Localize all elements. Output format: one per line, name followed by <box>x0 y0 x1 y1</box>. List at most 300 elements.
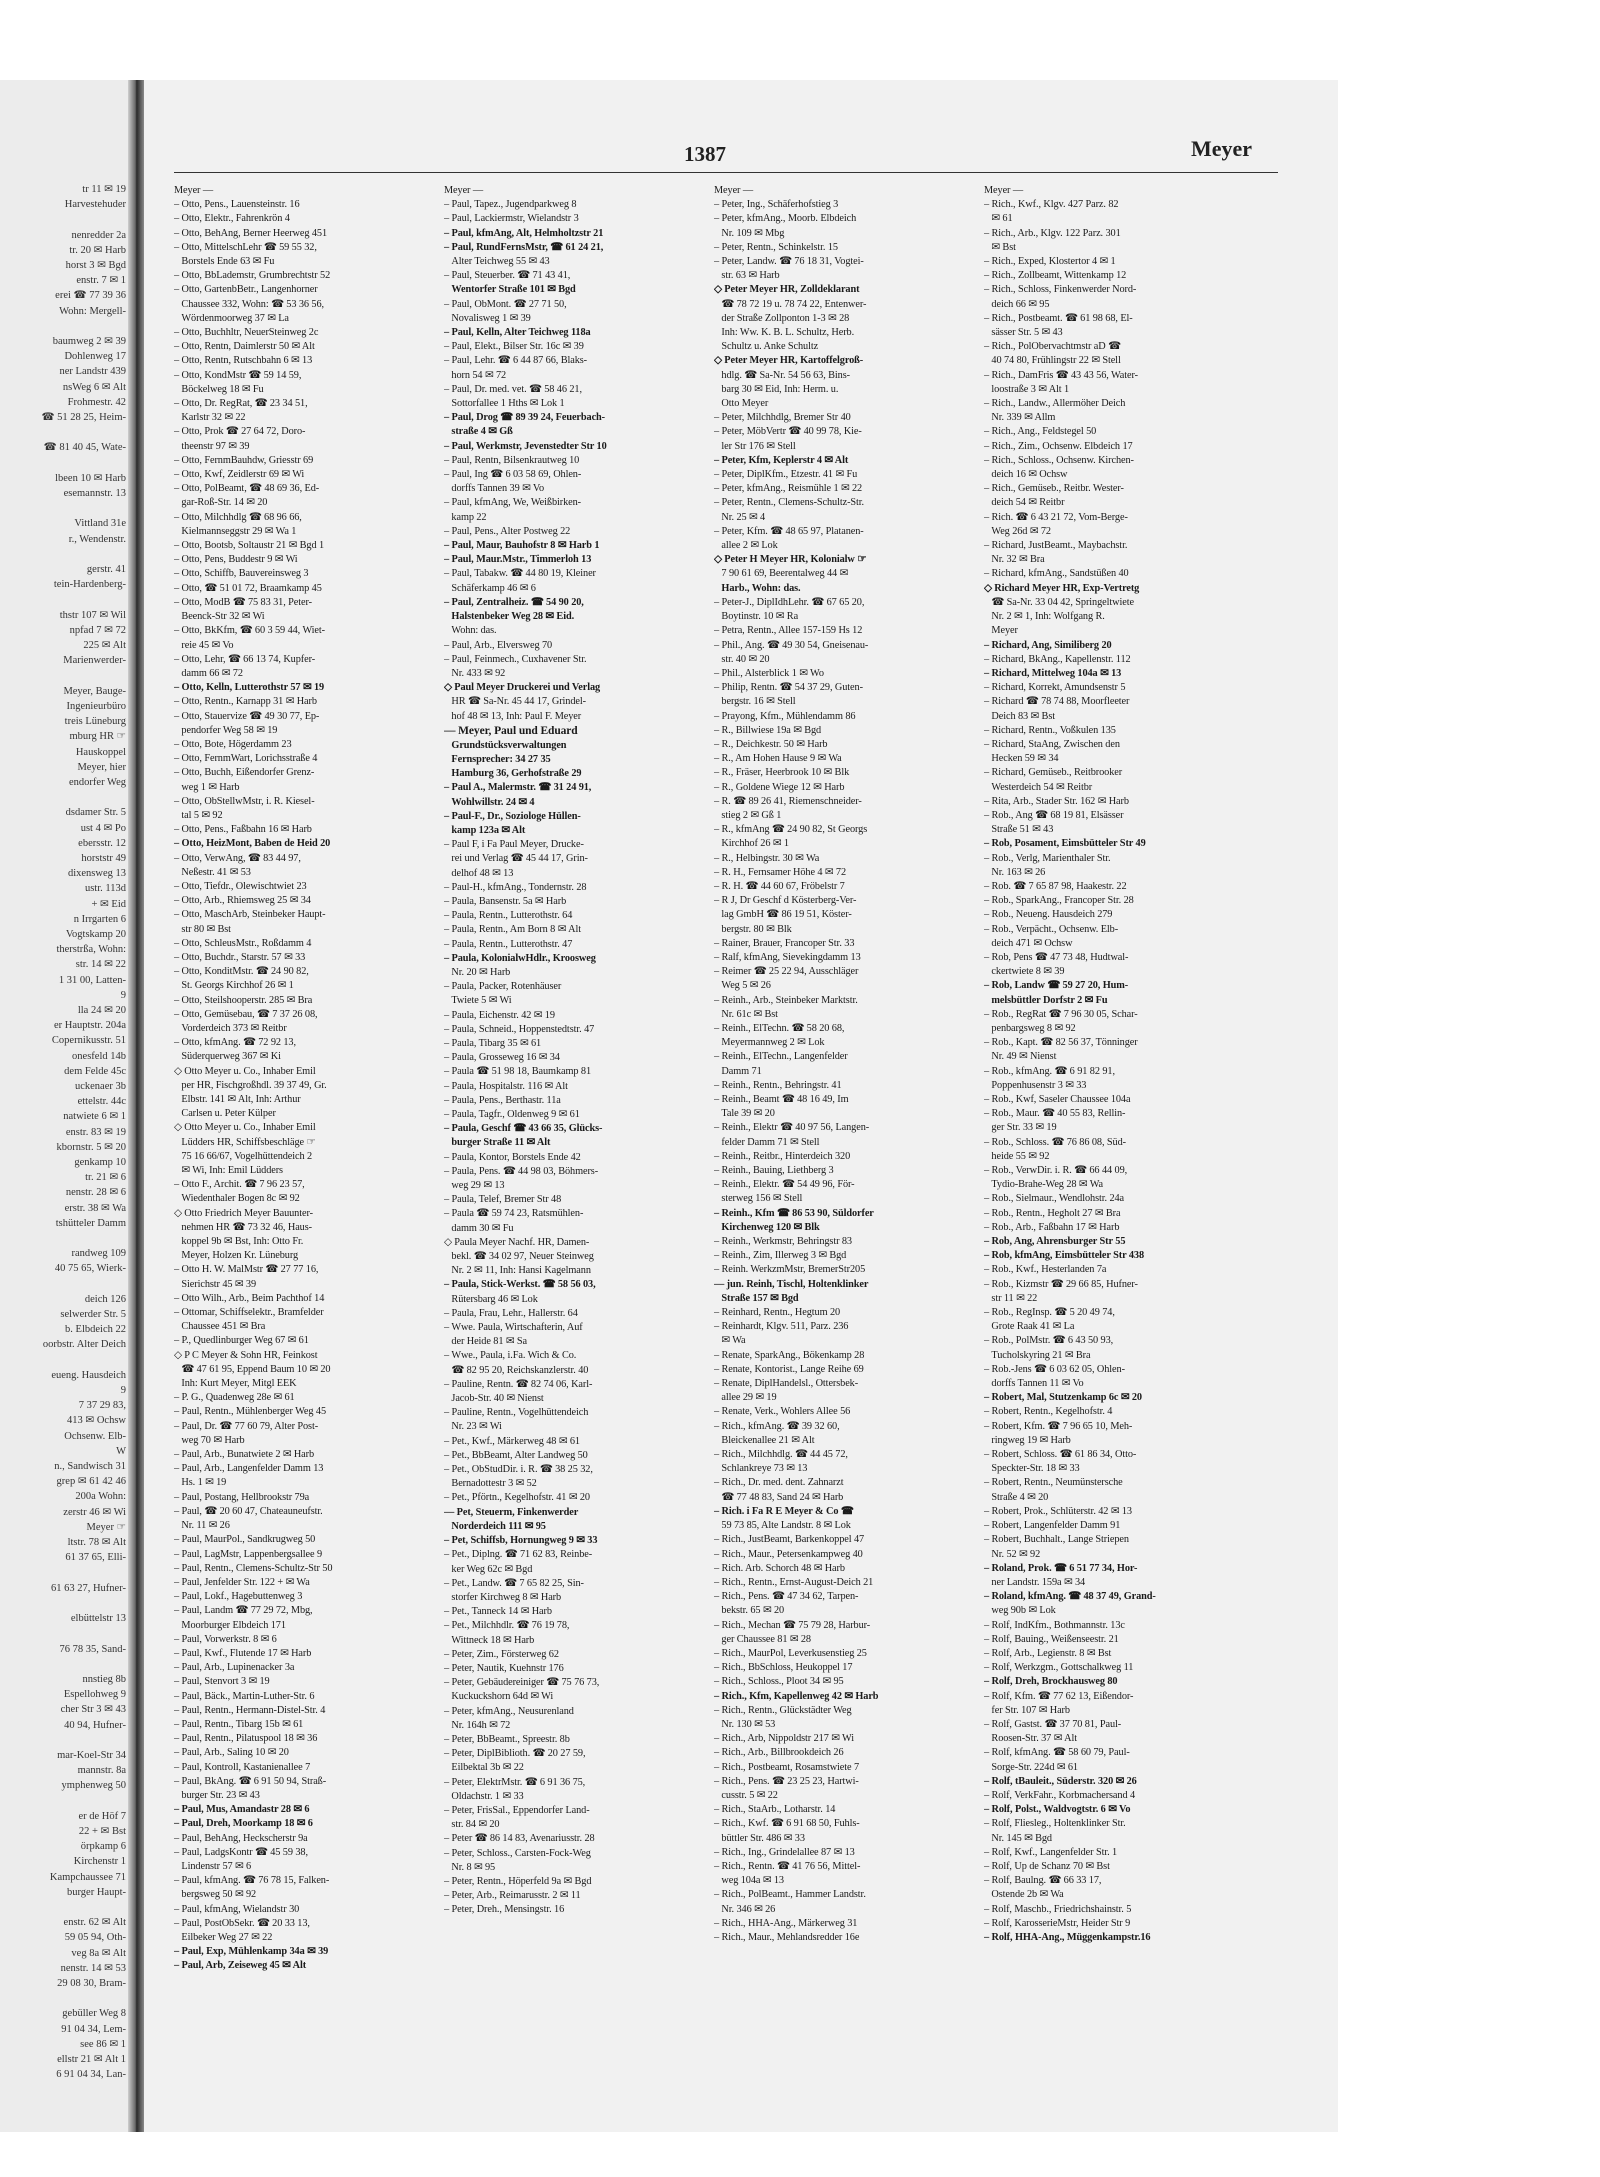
directory-entry-line: – Otto, KondMstr ☎ 59 14 59, <box>174 369 302 381</box>
directory-entry-line: ker Weg 62c ✉ Bgd <box>444 1563 533 1575</box>
directory-entry-line: penbargsweg 8 ✉ 92 <box>984 1022 1076 1034</box>
directory-entry-line: – Paul, Feinmech., Cuxhavener Str. <box>444 653 587 665</box>
directory-entry-line: – Paul, Arb., Langenfelder Damm 13 <box>174 1463 324 1475</box>
left-fragment-line: lbeen 10 ✉ Harb <box>55 472 126 484</box>
directory-entry-line: – Paula, Rentn., Am Born 8 ✉ Alt <box>444 924 581 936</box>
directory-entry-line: – Rolf, Fliesleg., Holtenklinker Str. <box>984 1818 1126 1830</box>
directory-entry-line: weg 90b ✉ Lok <box>984 1605 1056 1617</box>
directory-entry-line: Speckter-Str. 18 ✉ 33 <box>984 1463 1080 1475</box>
directory-entry-line: – Paul, Landm ☎ 77 29 72, Mbg, <box>174 1605 313 1617</box>
directory-entry-line: Roosen-Str. 37 ✉ Alt <box>984 1733 1078 1745</box>
directory-entry-line: weg 29 ✉ 13 <box>444 1180 505 1192</box>
directory-entry-line: – Robert, Schloss. ☎ 61 86 34, Otto- <box>984 1449 1137 1461</box>
directory-entry-line: – R., Fräser, Heerbrook 10 ✉ Blk <box>714 767 850 779</box>
directory-entry-line: – Rich., Kfm, Kapellenweg 42 ✉ Harb <box>714 1690 879 1702</box>
directory-entry-line: Nr. 61c ✉ Bst <box>714 1008 778 1020</box>
directory-entry-line: – Paul, Mus, Amandastr 28 ✉ 6 <box>174 1804 310 1816</box>
left-fragment-line: thstr 107 ✉ Wil <box>59 609 126 621</box>
directory-entry-line: lag GmbH ☎ 86 19 51, Köster- <box>714 909 852 921</box>
directory-entry-line: – Rob, Posament, Eimsbütteler Str 49 <box>984 838 1146 850</box>
directory-entry-line: – Ralf, kfmAng, Sievekingdamm 13 <box>714 951 861 963</box>
directory-entry-line: – Rob., Kwf., Hesterlanden 7a <box>984 1264 1107 1276</box>
directory-entry-line: – Paula, Tibarg 35 ✉ 61 <box>444 1037 542 1049</box>
directory-entry-line: – Rich., Gemüseb., Reitbr. Wester- <box>984 483 1124 495</box>
directory-entry-line: Halstenbeker Weg 28 ✉ Eid. <box>444 611 575 623</box>
directory-entry-line: – Peter, Ing., Schäferhofstieg 3 <box>714 199 839 211</box>
directory-entry-line: – Rich., Arb., Billbrookdeich 26 <box>714 1747 844 1759</box>
left-fragment-line <box>0 1657 130 1672</box>
directory-entry-line: Vorderdeich 373 ✉ Reitbr <box>174 1022 287 1034</box>
left-fragment-line: Meyer, hier <box>77 761 126 773</box>
directory-entry-line: per HR, Fischgroßhdl. 39 37 49, Gr. <box>174 1079 327 1091</box>
directory-entry-line: ◇ Peter H Meyer HR, Kolonialw ☞ <box>714 554 867 566</box>
directory-entry-line: – Rob, Ang, Ahrensburger Str 55 <box>984 1236 1126 1248</box>
directory-entry-line: – Otto, Elektr., Fahrenkrön 4 <box>174 213 290 225</box>
directory-entry-line: Bleickenallee 21 ✉ Alt <box>714 1434 815 1446</box>
directory-entry-line: – Richard, kfmAng., Sandstüßen 40 <box>984 568 1129 580</box>
directory-entry-line: – Paul-F., Dr., Soziologe Hüllen- <box>444 810 581 822</box>
directory-entry-line: – Paul, Rentn., Mühlenberger Weg 45 <box>174 1406 327 1418</box>
left-fragment-line: b. Elbdeich 22 <box>65 1324 126 1336</box>
left-fragment-line <box>0 1794 130 1809</box>
directory-entry-line: Nr. 164h ✉ 72 <box>444 1719 511 1731</box>
directory-entry-line: – Reinh., Zim, Illerweg 3 ✉ Bgd <box>714 1250 847 1262</box>
directory-entry-line: – Rich., Schloss, Finkenwerder Nord- <box>984 284 1137 296</box>
directory-entry-line: – Paula, Telef, Bremer Str 48 <box>444 1194 562 1206</box>
directory-entry-line: – Paul, Elekt., Bilser Str. 16c ✉ 39 <box>444 341 584 353</box>
directory-entry-line: – Rich. ☎ 6 43 21 72, Vom-Berge- <box>984 511 1128 523</box>
directory-entry-line: Tucholskyring 21 ✉ Bra <box>984 1349 1091 1361</box>
directory-entry-line: – Paul, LagMstr, Lappenbergsallee 9 <box>174 1548 323 1560</box>
directory-entry-line: – Reinh., Beamt ☎ 48 16 49, Im <box>714 1094 849 1105</box>
directory-entry-line: – Paula, KolonialwHdlr., Kroosweg <box>444 952 596 964</box>
directory-entry-line: – Richard, Mittelweg 104a ✉ 13 <box>984 667 1122 679</box>
directory-entry-line: ◇ Otto Meyer u. Co., Inhaber Emil <box>174 1065 316 1077</box>
directory-entry-line: – Otto, Milchhdlg ☎ 68 96 66, <box>174 511 302 523</box>
left-fragment-line: ebersstr. 12 <box>78 837 126 849</box>
left-page-text <box>0 182 130 2082</box>
left-fragment-line <box>0 1565 130 1580</box>
directory-entry-line: sässer Str. 5 ✉ 43 <box>984 327 1063 339</box>
directory-entry-line: – Peter, DiplKfm., Etzestr. 41 ✉ Fu <box>714 469 858 481</box>
directory-entry-line: – Peter, Rentn., Höperfeld 9a ✉ Bgd <box>444 1875 592 1887</box>
directory-entry-line: – R., kfmAng ☎ 24 90 82, St Georgs <box>714 824 868 836</box>
directory-entry-line: Nr. 23 ✉ Wi <box>444 1421 502 1433</box>
directory-entry-line: hdlg. ☎ Sa-Nr. 54 56 63, Bins- <box>714 369 850 381</box>
directory-entry-line: – Paula, Pens., Berthastr. 11a <box>444 1094 561 1106</box>
directory-entry-line: – Robert, Prok., Schlüterstr. 42 ✉ 13 <box>984 1505 1132 1517</box>
directory-entry-line: – Rob., Neueng. Hausdeich 279 <box>984 909 1113 921</box>
directory-entry-line: – Rob. ☎ 7 65 87 98, Haakestr. 22 <box>984 880 1127 892</box>
column-continued-head: Meyer — <box>444 185 484 196</box>
directory-entry-line: – Otto, Rentn., Karnapp 31 ✉ Harb <box>174 696 317 708</box>
directory-entry-line: Weg 26d ✉ 72 <box>984 525 1051 537</box>
directory-entry-line: – Robert, Kfm. ☎ 7 96 65 10, Meh- <box>984 1420 1133 1432</box>
directory-entry-line: – Otto, Kwf, Zeidlerstr 69 ✉ Wi <box>174 469 305 481</box>
directory-entry-line: – Rolf, HHA-Ang., Müggenkampstr.16 <box>984 1931 1151 1943</box>
directory-entry-line: Süderquerweg 367 ✉ Ki <box>174 1051 281 1063</box>
directory-entry-line: – Rich., Kwf. ☎ 6 91 68 50, Fuhls- <box>714 1818 860 1830</box>
directory-entry-line: — Pet, Steuerm, Finkenwerder <box>444 1506 579 1518</box>
directory-entry-line: dorffs Tannen 11 ✉ Vo <box>984 1378 1084 1390</box>
directory-entry-line: Borstels Ende 63 ✉ Fu <box>174 256 275 268</box>
directory-entry-line: fer Str. 107 ✉ Harb <box>984 1704 1070 1716</box>
directory-entry-line: – Paul, Rentn, Bilsenkrautweg 10 <box>444 454 580 466</box>
directory-entry-line: melsbüttler Dorfstr 2 ✉ Fu <box>984 994 1108 1006</box>
directory-entry-line: – Paula ☎ 59 74 23, Ratsmühlen- <box>444 1208 584 1220</box>
directory-entry-line: straße 4 ✉ Gß <box>444 426 513 438</box>
directory-entry-line: – Richard ☎ 78 74 88, Moorfleeter <box>984 696 1130 708</box>
directory-entry-line: Hs. 1 ✉ 19 <box>174 1477 227 1489</box>
directory-entry-line: – Phil., Alsterblick 1 ✉ Wo <box>714 667 824 679</box>
left-fragment-line: Meyer ☞ <box>86 1521 126 1533</box>
left-fragment-line <box>0 1626 130 1641</box>
directory-entry-line: – Peter, Milchhdlg, Bremer Str 40 <box>714 412 851 424</box>
directory-entry-line: – Phil., Ang. ☎ 49 30 54, Gneisenau- <box>714 639 869 651</box>
directory-entry-line: Meyermannweg 2 ✉ Lok <box>714 1037 825 1049</box>
directory-entry-line: – R J, Dr Geschf d Kösterberg-Ver- <box>714 895 857 907</box>
directory-entry-line: – Rob., RegInsp. ☎ 5 20 49 74, <box>984 1307 1115 1319</box>
left-fragment-line: tr. 21 ✉ 6 <box>85 1172 126 1184</box>
directory-entry-line: – Paula, Hospitalstr. 116 ✉ Alt <box>444 1080 568 1092</box>
directory-entry-line: – Rob., Kwf, Saseler Chaussee 104a <box>984 1094 1131 1105</box>
directory-entry-line: – Peter, Arb., Reimarusstr. 2 ✉ 11 <box>444 1890 581 1902</box>
directory-entry-line: nehmen HR ☎ 73 32 46, Haus- <box>174 1221 312 1233</box>
directory-entry-line: Damm 71 <box>714 1065 762 1077</box>
directory-entry-line: Lüdders HR, Schiffsbeschläge ☞ <box>174 1136 316 1148</box>
directory-entry-line: heide 55 ✉ 92 <box>984 1150 1050 1162</box>
left-fragment-line <box>0 1231 130 1246</box>
left-fragment-line: randweg 109 <box>71 1248 126 1260</box>
directory-entry-line: – Rich., Zollbeamt, Wittenkamp 12 <box>984 270 1127 282</box>
directory-entry-line: Nr. 8 ✉ 95 <box>444 1861 496 1873</box>
directory-entry-line: – Reinh., ElTechn., Langenfelder <box>714 1051 848 1063</box>
directory-entry-line: – Paul, Exp, Mühlenkamp 34a ✉ 39 <box>174 1946 329 1958</box>
directory-entry-line: – Paul, Jenfelder Str. 122 + ✉ Wa <box>174 1576 310 1588</box>
directory-entry-line: – Rainer, Brauer, Francoper Str. 33 <box>714 937 855 949</box>
left-fragment-line: gebüller Weg 8 <box>62 2008 126 2020</box>
directory-entry-line: kamp 22 <box>444 511 487 523</box>
directory-entry-line: – Pet., Kwf., Märkerweg 48 ✉ 61 <box>444 1435 580 1447</box>
directory-entry-line: – Paul, Dreh, Moorkamp 18 ✉ 6 <box>174 1818 313 1830</box>
left-fragment-line: uckenaer 3b <box>74 1080 126 1092</box>
directory-entry-line: — jun. Reinh, Tischl, Holtenklinker <box>714 1278 869 1290</box>
left-fragment-line: kbornstr. 5 ✉ 20 <box>56 1141 126 1153</box>
directory-entry-line: – Rich., HHA-Ang., Märkerweg 31 <box>714 1917 858 1929</box>
directory-entry-line: – Paul, Zentralheiz. ☎ 54 90 20, <box>444 596 584 608</box>
left-fragment-line: Hauskoppel <box>75 746 126 758</box>
directory-entry-line: – Paul, Arb., Saling 10 ✉ 20 <box>174 1747 289 1759</box>
directory-entry-line: – Richard, JustBeamt., Maybachstr. <box>984 540 1128 552</box>
directory-entry-line: – Otto, Kelln, Lutterothstr 57 ✉ 19 <box>174 682 325 694</box>
directory-entry-line: weg 104a ✉ 13 <box>714 1875 784 1887</box>
directory-entry-line: ✉ Wa <box>714 1335 746 1347</box>
directory-entry-line: ☎ 47 61 95, Eppend Baum 10 ✉ 20 <box>174 1363 331 1375</box>
directory-entry-line: Nr. 346 ✉ 26 <box>714 1903 776 1915</box>
left-fragment-line: grep ✉ 61 42 46 <box>56 1476 126 1488</box>
directory-entry-line: – Rolf, Maschb., Friedrichshainstr. 5 <box>984 1903 1132 1915</box>
left-fragment-line: ettelstr. 44c <box>77 1096 126 1108</box>
directory-entry-line: – Rich., StaArb., Lotharstr. 14 <box>714 1804 836 1816</box>
book-spine <box>128 80 144 2132</box>
directory-entry-line: – Paul, Tabakw. ☎ 44 80 19, Kleiner <box>444 568 596 580</box>
directory-entry-line: Schultz u. Anke Schultz <box>714 341 819 353</box>
directory-entry-line: – Otto, PolBeamt, ☎ 48 69 36, Ed- <box>174 483 320 495</box>
directory-entry-line: – Paula, Frau, Lehr., Hallerstr. 64 <box>444 1307 578 1319</box>
left-fragment-line: Dohlenweg 17 <box>64 351 126 363</box>
directory-entry-line: – Rob., Schloss. ☎ 76 86 08, Süd- <box>984 1136 1126 1148</box>
left-fragment-line: 1 31 00, Latten- <box>58 974 126 986</box>
directory-entry-line: – Rich., kfmAng. ☎ 39 32 60, <box>714 1420 840 1432</box>
directory-entry-line: – Rob., Sielmaur., Wendlohstr. 24a <box>984 1193 1125 1205</box>
directory-entry-line: Nr. 20 ✉ Harb <box>444 966 511 978</box>
left-fragment-line <box>0 1733 130 1748</box>
left-fragment-line: Vogtskamp 20 <box>65 928 126 940</box>
directory-entry-line: 7 90 61 69, Beerentalweg 44 ✉ <box>714 568 849 580</box>
directory-entry-line: deich 66 ✉ 95 <box>984 298 1050 310</box>
directory-entry-line: – Paul, kfmAng, Wielandstr 30 <box>174 1903 300 1915</box>
directory-entry-line: Nr. 339 ✉ Allm <box>984 412 1056 424</box>
entry-column-4 <box>984 184 1246 1945</box>
directory-entry-line: storfer Kirchweg 8 ✉ Harb <box>444 1591 562 1603</box>
directory-entry-line: str 11 ✉ 22 <box>984 1292 1038 1304</box>
directory-entry-line: – Paul F, i Fa Paul Meyer, Drucke- <box>444 839 584 851</box>
left-fragment-line: tshütteler Damm <box>55 1217 126 1229</box>
directory-entry-line: – Paul, Rentn., Pilatuspool 18 ✉ 36 <box>174 1733 318 1745</box>
left-fragment-line: ltstr. 78 ✉ Alt <box>67 1537 126 1549</box>
left-fragment-line: 61 37 65, Elli- <box>65 1552 126 1564</box>
directory-entry-line: – Petra, Rentn., Allee 157-159 Hs 12 <box>714 625 863 637</box>
left-fragment-line: elbüttelstr 13 <box>70 1613 126 1625</box>
directory-entry-line: – Otto, Stauervize ☎ 49 30 77, Ep- <box>174 710 320 722</box>
directory-entry-line: – Pauline, Rentn. ☎ 82 74 06, Karl- <box>444 1378 593 1390</box>
left-fragment-line: esemannstr. 13 <box>63 488 126 500</box>
directory-entry-line: Grundstücksverwaltungen <box>444 739 567 751</box>
directory-entry-line: Nr. 2 ✉ 1, Inh: Wolfgang R. <box>984 611 1105 623</box>
directory-entry-line: – Rich., MaurPol, Leverkusenstieg 25 <box>714 1647 867 1659</box>
directory-entry-line: Boytinstr. 10 ✉ Ra <box>714 611 799 623</box>
directory-entry-line: – P. G., Quadenweg 28e ✉ 61 <box>174 1392 295 1404</box>
directory-entry-line: der Heide 81 ✉ Sa <box>444 1336 527 1348</box>
directory-entry-line: – Reinh., Kfm ☎ 86 53 90, Süldorfer <box>714 1207 874 1219</box>
directory-entry-line: – Pet, Schiffsb, Hornungweg 9 ✉ 33 <box>444 1535 598 1547</box>
directory-entry-line: Wittneck 18 ✉ Harb <box>444 1634 535 1646</box>
left-fragment-line: erei ☎ 77 39 36 <box>55 290 126 302</box>
directory-entry-line: – Pauline, Rentn., Vogelhüttendeich <box>444 1407 589 1419</box>
directory-entry-line: – Reimer ☎ 25 22 94, Ausschläger <box>714 966 859 978</box>
left-fragment-line: 9 <box>120 1385 126 1397</box>
left-fragment-line: ner Landstr 439 <box>59 366 126 378</box>
directory-entry-line: – Rich., PolObervachtmstr aD ☎ <box>984 341 1121 353</box>
directory-entry-line: Lindenstr 57 ✉ 6 <box>174 1860 252 1872</box>
directory-entry-line: weg 70 ✉ Harb <box>174 1434 245 1446</box>
left-fragment-line: dsdamer Str. 5 <box>65 807 126 819</box>
directory-entry-line: Nr. 25 ✉ 4 <box>714 511 766 523</box>
directory-entry-line: – Reinhard, Rentn., Hegtum 20 <box>714 1307 841 1319</box>
directory-entry-line: – Otto, Bote, Högerdamm 23 <box>174 738 292 750</box>
directory-entry-line: – Paul, Dr. med. vet. ☎ 58 46 21, <box>444 383 582 395</box>
left-fragment-line: 200a Wohn: <box>75 1491 126 1503</box>
directory-entry-line: – Pet., BbBeamt, Alter Landweg 50 <box>444 1449 588 1461</box>
directory-entry-line: – Rob., kfmAng. ☎ 6 91 82 91, <box>984 1065 1115 1077</box>
directory-entry-line: – Rich. i Fa R E Meyer & Co ☎ <box>714 1505 854 1517</box>
left-fragment-line: ☎ 81 40 45, Wate- <box>43 442 126 454</box>
directory-entry-line: – Paul, Kontroll, Kastanienallee 7 <box>174 1761 311 1773</box>
directory-entry-line: – Peter, Nautik, Kuehnstr 176 <box>444 1662 564 1674</box>
directory-entry-line: – Otto H. W. MalMstr ☎ 27 77 16, <box>174 1264 319 1276</box>
directory-entry-line: – Rich., JustBeamt, Barkenkoppel 47 <box>714 1534 865 1546</box>
directory-entry-line: – Otto F., Archit. ☎ 7 96 23 57, <box>174 1179 305 1191</box>
directory-entry-line: – Paul, Bäck., Martin-Luther-Str. 6 <box>174 1690 315 1702</box>
directory-entry-line: – Rich., Ing., Grindelallee 87 ✉ 13 <box>714 1846 855 1858</box>
directory-entry-line: bergsweg 50 ✉ 92 <box>174 1889 257 1901</box>
directory-entry-line: – Otto, Lehr, ☎ 66 13 74, Kupfer- <box>174 653 316 665</box>
directory-entry-line: – Rob., Verlg, Marienthaler Str. <box>984 852 1111 864</box>
directory-entry-line: – Rich., Ang., Feldstegel 50 <box>984 426 1097 438</box>
directory-entry-line: – Rob., Arb., Faßbahn 17 ✉ Harb <box>984 1221 1120 1233</box>
directory-entry-line: – Otto, Gemüsebau, ☎ 7 37 26 08, <box>174 1008 318 1020</box>
directory-entry-line: – Reinh. WerkzmMstr, BremerStr205 <box>714 1264 866 1276</box>
directory-entry-line: – Rich., Maur., Mehlandsredder 16e <box>714 1931 860 1943</box>
directory-entry-line: – Rolf, Baulng. ☎ 66 33 17, <box>984 1875 1102 1887</box>
directory-entry-line: ger Str. 33 ✉ 19 <box>984 1122 1057 1134</box>
directory-entry-line: – Otto, Pens, Buddestr 9 ✉ Wi <box>174 554 298 566</box>
directory-entry-line: Nr. 49 ✉ Nienst <box>984 1051 1057 1063</box>
left-fragment-line: oorbstr. Alter Deich <box>42 1339 126 1351</box>
directory-entry-line: – Otto, BehAng, Berner Heerweg 451 <box>174 227 328 239</box>
directory-entry-line: – Rich., Schloss., Ochsenw. Kirchen- <box>984 454 1134 466</box>
directory-entry-line: Schäferkamp 46 ✉ 6 <box>444 582 536 594</box>
left-fragment-line: npfad 7 ✉ 72 <box>69 624 126 636</box>
directory-entry-line: damm 30 ✉ Fu <box>444 1222 514 1234</box>
directory-entry-line: – Rolf, kfmAng. ☎ 58 60 79, Paul- <box>984 1747 1130 1759</box>
directory-entry-line: ✉ Wi, Inh: Emil Lüdders <box>174 1165 283 1177</box>
directory-entry-line: ◇ Richard Meyer HR, Exp-Vertretg <box>984 582 1140 594</box>
directory-entry-line: – Rich., Schloss., Ploot 34 ✉ 95 <box>714 1676 844 1688</box>
directory-entry-line: – Paul, Vorwerkstr. 8 ✉ 6 <box>174 1633 277 1645</box>
left-fragment-line <box>0 592 130 607</box>
directory-entry-line: 75 16 66/67, Vogelhüttendeich 2 <box>174 1150 313 1162</box>
directory-entry-line: horn 54 ✉ 72 <box>444 369 507 381</box>
directory-entry-line: – Paul, kfmAng, We, Weißbirken- <box>444 497 581 509</box>
left-fragment-line: nenstr. 14 ✉ 53 <box>60 1962 126 1974</box>
directory-entry-line: – Otto, MaschArb, Steinbeker Haupt- <box>174 909 326 921</box>
directory-entry-line: – Otto, ☎ 51 01 72, Braamkamp 45 <box>174 582 322 594</box>
left-fragment-line: Meyer, Bauge- <box>63 685 126 697</box>
left-fragment-line: mburg HR ☞ <box>69 731 126 743</box>
directory-entry-line: – Otto, SchleusMstr., Roßdamm 4 <box>174 937 312 949</box>
directory-entry-line: Schlankreye 73 ✉ 13 <box>714 1463 808 1475</box>
directory-entry-line: Hamburg 36, Gerhofstraße 29 <box>444 768 582 780</box>
directory-entry-line: – Robert, Rentn., Kegelhofstr. 4 <box>984 1406 1113 1418</box>
left-fragment-line: tr. 20 ✉ Harb <box>69 244 126 256</box>
directory-entry-line: – Otto, Bootsb, Soltaustr 21 ✉ Bgd 1 <box>174 540 325 552</box>
directory-entry-line: Fernsprecher: 34 27 35 <box>444 753 551 765</box>
directory-entry-line: – Peter, DiplBiblioth. ☎ 20 27 59, <box>444 1748 586 1760</box>
directory-entry-line: – Pet., Diplng. ☎ 71 62 83, Reinbe- <box>444 1549 593 1561</box>
directory-entry-line: – Renate, SparkAng., Bökenkamp 28 <box>714 1349 865 1361</box>
directory-entry-line: Alter Teichweg 55 ✉ 43 <box>444 256 550 268</box>
directory-entry-line: barg 30 ✉ Eid, Inh: Herm. u. <box>714 383 839 395</box>
directory-entry-line: – Pet., Pförtn., Kegelhofstr. 41 ✉ 20 <box>444 1492 590 1504</box>
directory-entry-line: – Paul, Lehr. ☎ 6 44 87 66, Blaks- <box>444 355 587 367</box>
directory-entry-line: – Reinh., Elektr ☎ 40 97 56, Langen- <box>714 1122 870 1134</box>
directory-entry-line: tal 5 ✉ 92 <box>174 809 223 821</box>
directory-entry-line: ✉ 61 <box>984 213 1013 225</box>
directory-entry-line: – Otto, Buchh, Eißendorfer Grenz- <box>174 767 315 779</box>
directory-entry-line: gar-Roß-Str. 14 ✉ 20 <box>174 497 268 509</box>
directory-entry-line: Bernadottestr 3 ✉ 52 <box>444 1478 537 1490</box>
directory-entry-line: – Paul, Lackiermstr, Wielandstr 3 <box>444 213 579 225</box>
directory-entry-line: – Peter-J., DiplIdhLehr. ☎ 67 65 20, <box>714 596 865 608</box>
directory-entry-line: – Rich., Rentn. ☎ 41 76 56, Mittel- <box>714 1860 861 1872</box>
directory-entry-line: Nr. 11 ✉ 26 <box>174 1520 230 1532</box>
directory-entry-line: Meyer <box>984 625 1018 637</box>
directory-entry-line: – Richard, Gemüseb., Reitbrooker <box>984 767 1123 779</box>
directory-entry-line: – Rich., Mechan ☎ 75 79 28, Harbur- <box>714 1619 871 1631</box>
left-fragment-line: Copernikusstr. 51 <box>51 1035 126 1047</box>
directory-entry-line: Straße 4 ✉ 20 <box>984 1491 1049 1503</box>
directory-entry-line: ☎ Sa-Nr. 33 04 42, Springeltwiete <box>984 596 1134 608</box>
directory-entry-line: – Paul, Maur, Bauhofstr 8 ✉ Harb 1 <box>444 540 600 552</box>
directory-entry-line: – Rolf, VerkFahr., Korbmachersand 4 <box>984 1789 1136 1801</box>
directory-entry-line: – Rob, Pens ☎ 47 73 48, Hudtwal- <box>984 951 1129 963</box>
column-continued-head: Meyer — <box>984 185 1024 196</box>
directory-entry-line: – Richard, StaAng, Zwischen den <box>984 738 1120 750</box>
directory-entry-line: – R. H., Fernsamer Höhe 4 ✉ 72 <box>714 866 847 878</box>
directory-entry-line: allee 2 ✉ Lok <box>714 540 778 552</box>
directory-entry-line: Poppenhusenstr 3 ✉ 33 <box>984 1079 1087 1091</box>
left-fragment-line <box>0 212 130 227</box>
directory-entry-line: ☎ 78 72 19 u. 78 74 22, Entenwer- <box>714 298 867 310</box>
left-fragment-line: therstrßa, Wohn: <box>56 944 126 956</box>
left-fragment-line: see 86 ✉ 1 <box>80 2038 126 2050</box>
directory-entry-line: Nr. 145 ✉ Bgd <box>984 1832 1052 1844</box>
directory-entry-line: – Otto, Schiffb, Bauvereinsweg 3 <box>174 568 309 580</box>
directory-entry-line: loostraße 3 ✉ Alt 1 <box>984 383 1070 395</box>
directory-entry-line: ✉ Bst <box>984 241 1016 253</box>
directory-entry-line: – Rob., Kizmstr ☎ 29 66 85, Hufner- <box>984 1278 1138 1290</box>
directory-entry-line: – Paul, Steuerber. ☎ 71 43 41, <box>444 270 571 282</box>
directory-entry-line: – Rob, Landw ☎ 59 27 20, Hum- <box>984 980 1129 992</box>
directory-entry-line: – Paul, BkAng. ☎ 6 91 50 94, Straß- <box>174 1775 327 1787</box>
directory-entry-line: ◇ Paul Meyer Druckerei und Verlag <box>444 682 601 694</box>
directory-entry-line: burger Straße 11 ✉ Alt <box>444 1137 551 1149</box>
directory-entry-line: – Peter, MöbVertr ☎ 40 99 78, Kie- <box>714 426 862 438</box>
directory-entry-line: — Meyer, Paul und Eduard <box>444 724 578 737</box>
directory-entry-line: – Otto, HeizMont, Baben de Heid 20 <box>174 838 331 850</box>
directory-entry-line: – Prayong, Kfm., Mühlendamm 86 <box>714 710 856 722</box>
directory-entry-line: – Rich., Maur., Petersenkampweg 40 <box>714 1548 863 1560</box>
directory-entry-line: – Rob., Verpächt., Ochsenw. Elb- <box>984 923 1119 935</box>
left-fragment-line: horst 3 ✉ Bgd <box>65 260 126 272</box>
directory-entry-line: burger Str. 23 ✉ 43 <box>174 1789 260 1801</box>
directory-entry-line: ◇ Otto Friedrich Meyer Bauunter- <box>174 1207 313 1219</box>
left-fragment-line: Harvestehuder <box>64 199 126 211</box>
directory-entry-line: – Otto, Dr. RegRat, ☎ 23 34 51, <box>174 398 308 410</box>
directory-entry-line: – Paul, Pens., Alter Postweg 22 <box>444 525 571 537</box>
directory-entry-line: – Otto, kfmAng. ☎ 72 92 13, <box>174 1037 296 1049</box>
left-fragment-line: 225 ✉ Alt <box>83 640 126 652</box>
directory-entry-line: – Paul, Arb., Elversweg 70 <box>444 639 553 651</box>
directory-entry-line: cusstr. 5 ✉ 22 <box>714 1789 778 1801</box>
directory-entry-line: Westerdeich 54 ✉ Reitbr <box>984 781 1093 793</box>
left-fragment-line: zerstr 46 ✉ Wi <box>63 1506 126 1518</box>
directory-entry-line: – Paul, RundFernsMstr, ☎ 61 24 21, <box>444 241 604 253</box>
left-fragment-line <box>0 547 130 562</box>
directory-entry-line: – Paula, Kontor, Borstels Ende 42 <box>444 1151 581 1163</box>
left-fragment-line: str. 14 ✉ 22 <box>75 959 126 971</box>
